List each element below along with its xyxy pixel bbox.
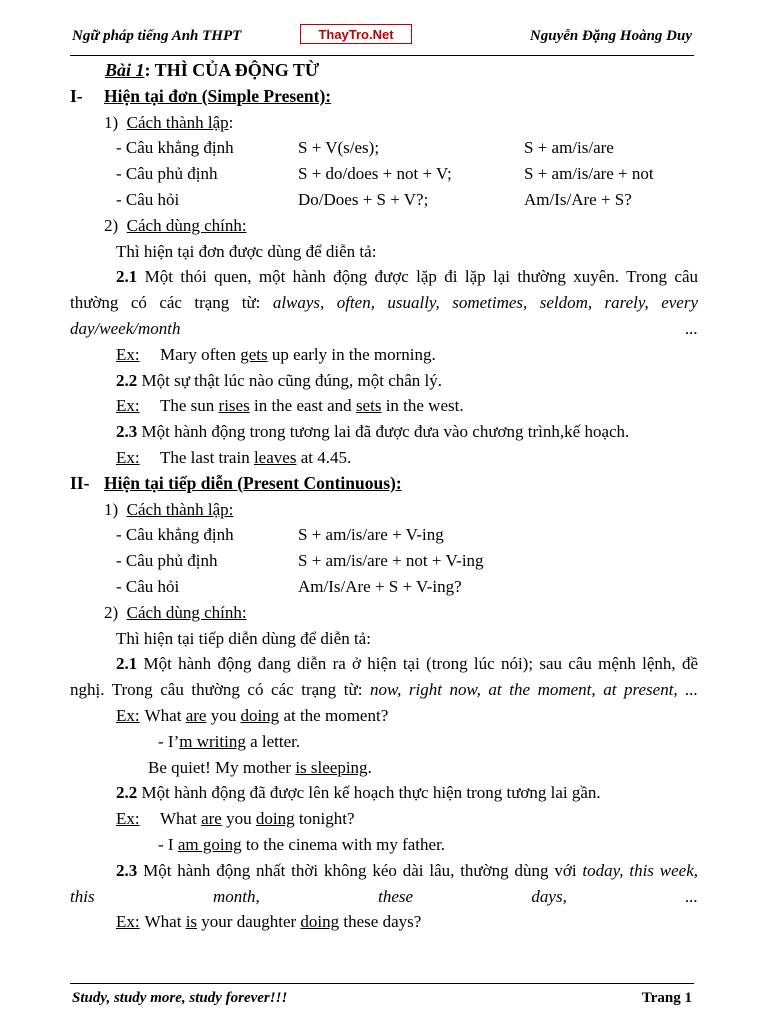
- document-body: [70, 58, 698, 935]
- formula-type: - Câu phủ định: [116, 551, 218, 571]
- example-text: your daughter: [197, 912, 301, 932]
- lesson-label: Bài 1: [105, 60, 145, 80]
- formula-1: S + do/does + not + V;: [298, 164, 452, 184]
- usage-intro: Thì hiện tại đơn được dùng để diễn tả:: [116, 241, 377, 261]
- subheading-formation: 1) Cách thành lập:: [104, 499, 234, 519]
- example-label: Ex:: [116, 705, 140, 725]
- formula-type: - Câu phủ định: [116, 164, 218, 184]
- adverb-list: now, right now, at the moment, at present, ...: [370, 680, 699, 700]
- usage-paragraph: [70, 651, 698, 703]
- example-label: Ex:: [116, 344, 140, 364]
- example-text: What: [160, 809, 202, 829]
- formula-type: - Câu khẳng định: [116, 525, 234, 545]
- example-verb: sets: [355, 396, 382, 416]
- example-line: [70, 806, 698, 832]
- footer-divider: [70, 983, 694, 984]
- example-text: The sun: [160, 396, 219, 416]
- example-text: Be quiet! My mother: [148, 757, 296, 777]
- usage-number: 2.3: [116, 860, 138, 880]
- example-verb: are: [201, 809, 222, 829]
- section-title: Hiện tại đơn (Simple Present):: [104, 85, 332, 106]
- example-label: Ex:: [116, 396, 140, 416]
- usage-number: 2.2: [116, 783, 138, 803]
- adverb-list: today, this week, this month, these days, ...: [70, 860, 698, 906]
- usage-number: 2.1: [116, 654, 138, 674]
- example-text: you: [221, 809, 256, 829]
- example-text: The last train: [160, 447, 254, 467]
- example-label: Ex:: [116, 447, 140, 467]
- usage-text: Một sự thật lúc nào cũng đúng, một chân lý.: [137, 370, 443, 390]
- usage-intro: Thì hiện tại tiếp diễn dùng để diễn tả:: [116, 628, 371, 648]
- formula-1: Am/Is/Are + S + V-ing?: [298, 576, 462, 596]
- example-line: [70, 832, 698, 858]
- adverb-list: always, often, usually, sometimes, seldom, rarely, every day/week/month ...: [70, 293, 698, 338]
- example-verb: doing: [240, 705, 280, 725]
- example-line: [70, 703, 698, 729]
- example-text: .: [367, 757, 372, 777]
- example-text: in the west.: [381, 396, 464, 416]
- usage-text: Một hành động trong tương lai đã được đưa vào chương trình,kế hoạch.: [137, 422, 630, 442]
- example-verb: is sleeping: [295, 757, 368, 777]
- example-verb: m writing: [179, 731, 246, 751]
- usage-paragraph: [70, 419, 698, 445]
- formula-2: S + am/is/are: [524, 138, 614, 158]
- subheading-label: Cách dùng chính:: [126, 602, 247, 622]
- example-text: Mary often: [160, 344, 241, 364]
- formula-row: [70, 522, 698, 548]
- example-text: a letter.: [245, 731, 301, 751]
- example-text: up early in the morning.: [267, 344, 436, 364]
- formula-1: S + am/is/are + not + V-ing: [298, 551, 484, 571]
- example-text: to the cinema with my father.: [241, 834, 446, 854]
- site-logo: ThayTro.Net: [300, 24, 412, 44]
- example-text: at 4.45.: [296, 447, 352, 467]
- section-heading-1: [70, 84, 698, 110]
- formula-row: [70, 161, 698, 187]
- formula-type: - Câu hỏi: [116, 576, 180, 596]
- subheading-label: Cách dùng chính:: [126, 215, 247, 235]
- section-number: II-: [70, 472, 90, 493]
- usage-text: Một hành động nhất thời không kéo dài lâu, thường dùng với: [137, 860, 583, 880]
- formula-2: S + am/is/are + not: [524, 164, 654, 184]
- example-verb: are: [185, 705, 207, 725]
- page-number: Trang 1: [641, 990, 692, 1006]
- example-text: What: [144, 705, 186, 725]
- header-subject: Ngữ pháp tiếng Anh THPT: [72, 28, 242, 44]
- header-divider: [70, 55, 694, 56]
- example-label: Ex:: [116, 809, 140, 829]
- section-title: Hiện tại tiếp diễn (Present Continuous):: [104, 472, 402, 493]
- formula-type: - Câu khẳng định: [116, 138, 234, 158]
- lesson-title-text: : THÌ CỦA ĐỘNG TỪ: [144, 60, 320, 80]
- example-text: these days?: [339, 912, 422, 932]
- example-verb: rises: [218, 396, 250, 416]
- example-line: [70, 909, 698, 935]
- formula-1: Do/Does + S + V?;: [298, 189, 429, 209]
- example-verb: is: [185, 912, 198, 932]
- subheading-usage: 2) Cách dùng chính:: [104, 215, 247, 235]
- usage-paragraph: [70, 858, 698, 910]
- usage-paragraph: [70, 780, 698, 806]
- usage-text: Một hành động đang diễn ra ở hiện tại (trong lúc nói); sau câu mệnh lệnh, đề nghị. Trong câu thường có các trạng từ:: [70, 654, 698, 700]
- section-number: I-: [70, 85, 83, 106]
- formula-2: Am/Is/Are + S?: [524, 189, 632, 209]
- subheading-label: Cách thành lập: [126, 112, 229, 132]
- example-line: [70, 342, 698, 368]
- usage-number: 2.1: [116, 267, 138, 287]
- formula-type: - Câu hỏi: [116, 189, 180, 209]
- example-text: - I: [158, 834, 178, 854]
- example-verb: doing: [300, 912, 340, 932]
- formula-row: [70, 548, 698, 574]
- usage-paragraph: [70, 368, 698, 394]
- formula-row: [70, 574, 698, 600]
- example-text: - I’: [158, 731, 180, 751]
- usage-number: 2.3: [116, 422, 138, 442]
- example-verb: gets: [240, 344, 268, 364]
- example-line: [70, 445, 698, 471]
- example-text: What: [144, 912, 186, 932]
- example-line: [70, 729, 698, 755]
- example-text: at the moment?: [279, 705, 389, 725]
- section-heading-2: [70, 471, 698, 497]
- lesson-title: [70, 58, 698, 84]
- page-header: [0, 18, 768, 58]
- usage-number: 2.2: [116, 370, 138, 390]
- example-label: Ex:: [116, 912, 140, 932]
- example-line: [70, 755, 698, 781]
- example-verb: am going: [177, 834, 242, 854]
- usage-text: Một thói quen, một hành động được lặp đi lặp lại thường xuyên. Trong câu thường có các trạng từ:: [70, 267, 698, 313]
- subheading-formation: 1) Cách thành lập:: [104, 112, 234, 132]
- usage-text: Một hành động đã được lên kế hoạch thực hiện trong tương lai gần.: [137, 783, 601, 803]
- subheading-suffix: :: [228, 112, 234, 132]
- subheading-usage: 2) Cách dùng chính:: [104, 602, 247, 622]
- formula-1: S + V(s/es);: [298, 138, 380, 158]
- formula-row: [70, 187, 698, 213]
- footer-motto: Study, study more, study forever!!!: [72, 990, 288, 1006]
- header-author: Nguyễn Đặng Hoàng Duy: [529, 28, 692, 44]
- example-verb: doing: [255, 809, 295, 829]
- subheading-label: Cách thành lập:: [126, 499, 234, 519]
- formula-row: [70, 135, 698, 161]
- usage-paragraph: [70, 264, 698, 341]
- example-text: you: [206, 705, 241, 725]
- example-verb: leaves: [253, 447, 297, 467]
- formula-1: S + am/is/are + V-ing: [298, 525, 444, 545]
- example-text: tonight?: [294, 809, 355, 829]
- example-line: [70, 393, 698, 419]
- example-text: in the east and: [249, 396, 356, 416]
